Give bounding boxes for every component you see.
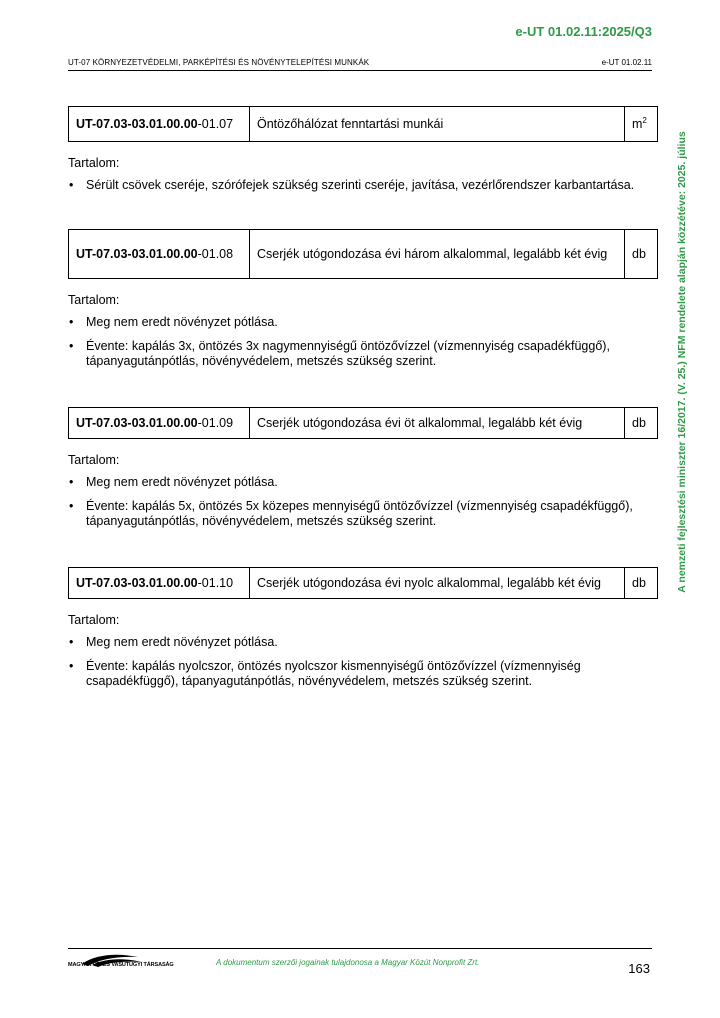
item-block: [68, 567, 658, 689]
item-unit: [625, 107, 658, 142]
item-code: [69, 408, 250, 439]
unit-superscript: 2: [642, 116, 647, 126]
document-reference: e-UT 01.02.11: [601, 58, 652, 67]
item-description: Öntözőhálózat fenntartási munkái: [250, 107, 625, 142]
copyright-notice: A dokumentum szerzői jogainak tulajdonosa a Magyar Közút Nonprofit Zrt.: [216, 958, 480, 967]
item-unit: db: [625, 230, 658, 279]
item-block: [68, 407, 658, 529]
content-list: [68, 475, 658, 529]
item-block: [68, 229, 658, 369]
item-table: [68, 407, 658, 439]
list-item: • Meg nem eredt növényzet pótlása.: [68, 475, 658, 490]
content-list: [68, 178, 658, 193]
side-note-text: A nemzeti fejlesztési miniszter 16/2017. (V. 25.) NFM rendelete alapján közzétéve: 2025. július: [676, 131, 688, 593]
item-code-suffix: -01.10: [197, 576, 234, 590]
chapter-title: UT-07 KÖRNYEZETVÉDELMI, PARKÉPÍTÉSI ÉS NÖVÉNYTELEPÍTÉSI MUNKÁK: [68, 58, 370, 67]
running-header: [68, 58, 652, 71]
list-item: • Évente: kapálás nyolcszor, öntözés nyolcszor kismennyiségű öntözővízzel (vízmennyiség csapadékfüggő), tápanyagutánpótlás, növényvédelem, metszés szükség szerint.: [68, 659, 658, 689]
list-item: • Évente: kapálás 3x, öntözés 3x nagymennyiségű öntözővízzel (vízmennyiség csapadékfüggő), tápanyagutánpótlás, növényvédelem, metszés szükség szerint.: [68, 339, 658, 369]
list-item: • Meg nem eredt növényzet pótlása.: [68, 315, 658, 330]
logo-text: MAGYAR ÚT- ÉS VASÚTÜGYI TÁRSASÁG: [68, 962, 174, 968]
item-code: [69, 568, 250, 599]
list-item: • Sérült csövek cseréje, szórófejek szükség szerinti cseréje, javítása, vezérlőrendszer karbantartása.: [68, 178, 658, 193]
content-label: Tartalom:: [68, 156, 120, 170]
item-table: [68, 567, 658, 599]
item-code-main: UT-07.03-03.01.00.00: [76, 117, 198, 131]
item-code-suffix: -01.08: [197, 247, 234, 261]
item-description: Cserjék utógondozása évi nyolc alkalommal, legalább két évig: [250, 568, 625, 599]
list-item: • Meg nem eredt növényzet pótlása.: [68, 635, 658, 650]
item-table: [68, 229, 658, 279]
document-code: e-UT 01.02.11:2025/Q3: [515, 24, 652, 39]
item-description: Cserjék utógondozása évi három alkalommal, legalább két évig: [250, 230, 625, 279]
item-code-main: UT-07.03-03.01.00.00: [76, 576, 198, 590]
document-body: [68, 106, 658, 698]
content-label: Tartalom:: [68, 453, 120, 467]
page-number: 163: [628, 961, 650, 976]
content-list: [68, 635, 658, 689]
item-unit: db: [625, 568, 658, 599]
list-item: • Évente: kapálás 5x, öntözés 5x közepes mennyiségű öntözővízzel (vízmennyiség csapadékfüggő), tápanyagutánpótlás, növényvédelem, metszés szükség szerint.: [68, 499, 658, 529]
item-table: [68, 106, 658, 142]
content-list: [68, 315, 658, 369]
item-unit: db: [625, 408, 658, 439]
page-footer: [68, 948, 652, 976]
content-label: Tartalom:: [68, 293, 120, 307]
item-code-main: UT-07.03-03.01.00.00: [76, 416, 198, 430]
unit-text: m: [632, 117, 643, 132]
item-code-main: UT-07.03-03.01.00.00: [76, 247, 198, 261]
item-code-suffix: -01.07: [197, 117, 234, 131]
content-label: Tartalom:: [68, 613, 120, 627]
item-code: [69, 230, 250, 279]
item-block: [68, 106, 658, 193]
item-code: [69, 107, 250, 142]
item-description: Cserjék utógondozása évi öt alkalommal, legalább két évig: [250, 408, 625, 439]
item-code-suffix: -01.09: [197, 416, 234, 430]
